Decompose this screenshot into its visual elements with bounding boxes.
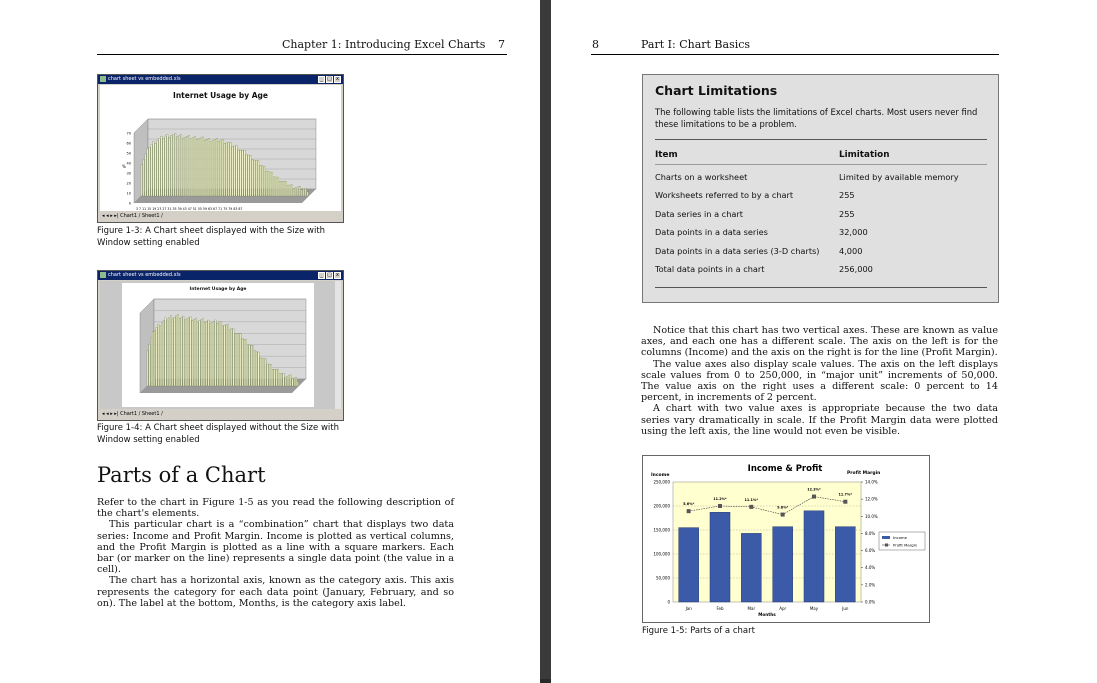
- usage-bar: [200, 138, 201, 196]
- internet-usage-chart: [100, 85, 341, 211]
- usage-bar: [248, 155, 249, 196]
- usage-bar: [301, 190, 302, 196]
- header-rule: [591, 54, 999, 55]
- usage-bar: [230, 142, 231, 196]
- minimize-icon[interactable]: _: [318, 76, 325, 83]
- plot-area: [122, 119, 316, 211]
- x-axis-label: Months: [758, 612, 776, 617]
- body-text: [97, 497, 454, 609]
- running-head: Chapter 1: Introducing Excel Charts: [282, 38, 486, 51]
- usage-bar: [228, 142, 229, 196]
- y-tick-label: 0: [128, 201, 131, 206]
- table-rule: [655, 287, 987, 288]
- table-cell-item: Total data points in a chart: [655, 264, 765, 274]
- usage-bar: [269, 172, 270, 196]
- usage-bar: [173, 134, 174, 196]
- paragraph: Notice that this chart has two vertical axes. These are known as value axes, and each one has a different scale. The axis on the left is for the columns (Income) and the axis on the right is for the line (Profit Margin).: [641, 325, 998, 359]
- usage-bar: [258, 161, 259, 196]
- legend-label: Income: [893, 535, 907, 540]
- usage-bar: [279, 181, 280, 196]
- usage-bar: [238, 334, 239, 386]
- y-tick-label: 20: [126, 181, 131, 186]
- usage-bar: [202, 319, 203, 386]
- usage-bar: [206, 139, 207, 196]
- paragraph: This particular chart is a “combination” chart that displays two data series: Income and Profit Margin. Income is plotted as vertical columns, and the Profit Margin is plotted as a line with a square markers. Each bar (or marker on the line) represents a single data point (the value in a cell).: [97, 519, 454, 576]
- usage-bar: [152, 332, 153, 386]
- usage-bar: [206, 321, 207, 386]
- usage-bar: [293, 188, 294, 196]
- usage-bar: [245, 339, 246, 386]
- usage-bar: [274, 369, 275, 386]
- usage-bar: [305, 188, 306, 196]
- usage-bar: [151, 145, 152, 197]
- usage-bar: [177, 315, 178, 386]
- usage-bar: [163, 320, 164, 386]
- table-rule: [655, 139, 987, 140]
- right-tick-label: 14.0%: [865, 479, 878, 485]
- usage-bar: [210, 142, 211, 196]
- usage-bar: [292, 379, 293, 386]
- usage-bar: [151, 338, 152, 386]
- usage-bar: [251, 345, 252, 386]
- usage-bar: [158, 324, 159, 386]
- table-cell-limitation: 255: [839, 190, 855, 201]
- right-axis-label: Profit Margin: [847, 471, 881, 476]
- chart-limitations-sidebar: [642, 74, 999, 303]
- usage-bar: [190, 317, 191, 386]
- usage-bar: [290, 375, 291, 386]
- usage-bar: [210, 324, 211, 386]
- usage-bar: [249, 345, 250, 386]
- usage-bar: [244, 150, 245, 196]
- usage-bar: [165, 136, 166, 196]
- usage-bar: [171, 136, 172, 196]
- usage-bar: [271, 172, 272, 196]
- usage-bar: [188, 318, 189, 386]
- figure-caption: Figure 1-4: A Chart sheet displayed without the Size with Window setting enabled: [97, 423, 339, 445]
- y-tick-label: 50: [126, 151, 131, 156]
- right-tick-label: 6.0%: [865, 548, 876, 554]
- sidebar-intro: The following table lists the limitations of Excel charts. Most users never find these limitations to be a problem.: [655, 107, 978, 129]
- profit-marker: [843, 500, 847, 504]
- usage-bar: [181, 135, 182, 196]
- usage-bar: [172, 319, 173, 386]
- left-tick-label: 100,000: [653, 551, 670, 557]
- y-tick-label: 30: [126, 171, 131, 176]
- usage-bar: [253, 346, 254, 386]
- usage-bar: [177, 137, 178, 196]
- left-tick-label: 0: [667, 599, 670, 605]
- usage-bar: [232, 146, 233, 196]
- usage-bar: [287, 185, 288, 196]
- column-header-item: Item: [655, 150, 678, 160]
- usage-bar: [208, 320, 209, 386]
- usage-bar: [272, 369, 273, 386]
- right-tick-label: 8.0%: [865, 530, 876, 536]
- usage-bar: [288, 376, 289, 386]
- left-axis-label: Income: [651, 473, 670, 478]
- y-tick-label: 70: [126, 131, 131, 136]
- close-icon[interactable]: x: [334, 76, 341, 83]
- usage-bar: [295, 188, 296, 196]
- figure-caption: Figure 1-3: A Chart sheet displayed with the Size with Window setting enabled: [97, 226, 326, 248]
- usage-bar: [159, 138, 160, 196]
- sidebar-title: Chart Limitations: [655, 83, 778, 98]
- table-cell-limitation: 4,000: [839, 245, 863, 256]
- usage-bar: [256, 160, 257, 196]
- usage-bar: [227, 325, 228, 386]
- profit-data-label: 9.8%*: [777, 505, 789, 510]
- usage-bar: [261, 358, 262, 386]
- right-tick-label: 12.0%: [865, 496, 878, 502]
- usage-bar: [216, 138, 217, 196]
- profit-marker: [812, 495, 816, 499]
- maximize-icon[interactable]: □: [327, 272, 332, 278]
- excel-icon: [100, 76, 106, 82]
- usage-bar: [291, 185, 292, 196]
- left-tick-label: 250,000: [653, 479, 670, 485]
- usage-bar: [303, 189, 304, 196]
- sheet-tabs[interactable]: ◂ ◂ ▸ ▸| Chart1 / Sheet1 /: [100, 212, 341, 220]
- usage-bar: [153, 142, 154, 196]
- profit-marker: [749, 505, 753, 509]
- usage-bar: [175, 133, 176, 196]
- usage-bar: [262, 166, 263, 196]
- usage-bar: [273, 177, 274, 196]
- usage-bar: [197, 322, 198, 386]
- table-cell-limitation: 256,000: [839, 264, 873, 274]
- usage-bar: [186, 136, 187, 196]
- income-bar: [741, 533, 761, 602]
- chart-sheet: [100, 85, 341, 211]
- usage-bar: [281, 181, 282, 196]
- usage-bar: [192, 138, 193, 197]
- usage-bar: [294, 378, 295, 386]
- legend-label: Profit Margin: [893, 542, 918, 548]
- figure-caption: Figure 1-5: Parts of a chart: [642, 626, 755, 636]
- usage-bar: [195, 318, 196, 386]
- usage-bar: [222, 326, 223, 386]
- table-cell-item: Charts on a worksheet: [655, 172, 748, 182]
- usage-bar: [163, 138, 164, 196]
- usage-bar: [194, 137, 195, 196]
- usage-bar: [181, 317, 182, 386]
- window-title-bar: chart sheet vs embedded.xls _ □ x: [98, 271, 343, 280]
- window-title-bar: chart sheet vs embedded.xls _ □ x: [98, 75, 343, 84]
- profit-marker: [781, 513, 785, 517]
- usage-bar: [266, 171, 267, 196]
- right-tick-label: 10.0%: [865, 513, 878, 519]
- usage-bar: [183, 138, 184, 196]
- category-label: Jun: [842, 606, 849, 611]
- usage-bar: [278, 369, 279, 386]
- excel-window-fig4: [97, 270, 344, 421]
- usage-bar: [220, 140, 221, 196]
- income-bar: [773, 527, 793, 602]
- usage-bar: [283, 373, 284, 386]
- usage-bar: [250, 155, 251, 196]
- usage-bar: [260, 357, 261, 386]
- usage-bar: [184, 137, 185, 196]
- usage-bar: [299, 186, 300, 196]
- usage-bar: [192, 320, 193, 386]
- close-icon[interactable]: x: [334, 272, 341, 279]
- income-bar: [835, 527, 855, 602]
- x-tick-labels: 3 7 11 15 19 23 27 31 35 39 43 47 51 55 59 63 67 71 75 79 83 87: [136, 207, 243, 211]
- table-cell-item: Data series in a chart: [655, 208, 743, 219]
- table-cell-item: Data points in a data series: [655, 227, 768, 238]
- usage-bar: [154, 330, 155, 386]
- usage-bar: [170, 316, 171, 386]
- usage-bar: [240, 334, 241, 386]
- usage-bar: [219, 322, 220, 386]
- usage-bar: [234, 146, 235, 196]
- chart-title: Income & Profit: [747, 464, 823, 474]
- chart-page: [122, 283, 314, 407]
- usage-bar: [214, 139, 215, 196]
- usage-bar: [285, 377, 286, 386]
- usage-bar: [167, 135, 168, 196]
- usage-bar: [217, 323, 218, 386]
- left-tick-label: 50,000: [656, 575, 670, 581]
- header-rule: [97, 54, 507, 55]
- left-tick-label: 200,000: [653, 503, 670, 509]
- page-number: 8: [592, 38, 599, 51]
- paragraph: The chart has a horizontal axis, known as the category axis. This axis represents the category for each data point (January, February, and so on). The label at the bottom, Months, is the category axis label.: [97, 575, 454, 609]
- excel-window-fig3: [97, 74, 344, 223]
- usage-bar: [155, 143, 156, 196]
- usage-bar: [283, 181, 284, 196]
- profit-data-label: 12.3%*: [807, 487, 821, 492]
- usage-bar: [198, 139, 199, 196]
- usage-bar: [236, 334, 237, 386]
- page-number: 7: [498, 38, 505, 51]
- usage-bar: [161, 136, 162, 196]
- usage-bar: [260, 165, 261, 196]
- plot-area: [140, 299, 306, 393]
- usage-bar: [267, 172, 268, 196]
- plot-area: [673, 482, 861, 602]
- profit-data-label: 11.7%*: [838, 492, 853, 497]
- legend-swatch-income: [882, 536, 890, 539]
- usage-bar: [244, 339, 245, 386]
- usage-bar: [269, 364, 270, 386]
- usage-bar: [196, 140, 197, 196]
- right-tick-label: 4.0%: [865, 565, 876, 571]
- usage-bar: [231, 329, 232, 386]
- table-cell-limitation: 32,000: [839, 227, 868, 238]
- usage-bar: [285, 181, 286, 196]
- profit-data-label: 11.2%*: [713, 497, 727, 501]
- usage-bar: [204, 322, 205, 386]
- usage-bar: [238, 150, 239, 196]
- usage-bar: [236, 146, 237, 196]
- profit-data-label: 11.1%*: [744, 497, 759, 502]
- usage-bar: [240, 150, 241, 196]
- usage-bar: [263, 358, 264, 386]
- maximize-icon[interactable]: □: [327, 76, 332, 82]
- y-tick-label: 60: [126, 141, 131, 146]
- usage-bar: [276, 369, 277, 386]
- usage-bar: [156, 327, 157, 386]
- income-profit-chart-figure: [642, 455, 930, 623]
- category-label: Feb: [716, 606, 724, 611]
- profit-marker: [718, 504, 722, 508]
- income-bar: [710, 512, 730, 602]
- usage-bar: [297, 187, 298, 196]
- y-tick-label: 10: [126, 191, 131, 196]
- usage-bar: [224, 143, 225, 196]
- chart-title: Internet Usage by Age: [173, 91, 268, 100]
- usage-bar: [295, 377, 296, 386]
- usage-bar: [201, 320, 202, 386]
- usage-bar: [254, 351, 255, 386]
- paragraph: A chart with two value axes is appropriate because the two data series vary dramatically in scale. If the Profit Margin data were plotted using the left axis, the line would not even be visible.: [641, 403, 998, 437]
- table-cell-item: Data points in a data series (3-D charts): [655, 245, 820, 256]
- running-head: Part I: Chart Basics: [641, 38, 751, 51]
- usage-bar: [165, 318, 166, 386]
- left-tick-label: 150,000: [653, 527, 670, 533]
- column-header-limitation: Limitation: [839, 150, 890, 160]
- usage-bar: [215, 320, 216, 386]
- usage-bar: [202, 137, 203, 196]
- usage-bar: [179, 136, 180, 196]
- usage-bar: [157, 141, 158, 196]
- usage-bar: [286, 376, 287, 386]
- usage-bar: [188, 135, 189, 196]
- usage-bar: [252, 160, 253, 196]
- table-cell-limitation: 255: [839, 208, 855, 219]
- usage-bar: [226, 325, 227, 386]
- usage-bar: [204, 140, 205, 196]
- book-gutter: [540, 0, 551, 683]
- usage-bar: [224, 325, 225, 386]
- usage-bar: [141, 165, 142, 196]
- body-text: [641, 325, 998, 437]
- usage-bar: [235, 333, 236, 386]
- usage-bar: [199, 321, 200, 386]
- usage-bar: [186, 319, 187, 386]
- usage-bar: [254, 160, 255, 196]
- usage-bar: [149, 344, 150, 386]
- usage-bar: [242, 339, 243, 386]
- usage-bar: [176, 316, 177, 386]
- y-tick-label: 40: [126, 161, 131, 166]
- usage-bar: [220, 321, 221, 386]
- usage-bar: [147, 148, 148, 196]
- usage-bar: [167, 320, 168, 386]
- legend: [879, 532, 925, 550]
- income-profit-chart: [643, 456, 929, 622]
- sheet-tabs[interactable]: ◂ ◂ ▸ ▸| Chart1 / Sheet1 /: [100, 410, 341, 418]
- usage-bar: [183, 316, 184, 386]
- usage-bar: [190, 138, 191, 196]
- usage-bar: [212, 141, 213, 196]
- section-heading: Parts of a Chart: [97, 463, 266, 487]
- usage-bar: [265, 359, 266, 386]
- income-bar: [679, 528, 699, 602]
- chart-sheet: [100, 281, 341, 409]
- usage-bar: [256, 351, 257, 386]
- vertical-scrollbar[interactable]: [335, 281, 341, 409]
- usage-bar: [307, 192, 308, 196]
- usage-bar: [277, 177, 278, 196]
- usage-bar: [179, 318, 180, 386]
- usage-bar: [193, 319, 194, 386]
- usage-bar: [264, 166, 265, 196]
- usage-bar: [185, 320, 186, 386]
- income-bar: [804, 511, 824, 602]
- table-rule: [655, 164, 987, 165]
- category-label: Mar: [747, 606, 756, 611]
- category-label: Apr: [779, 606, 787, 611]
- usage-bar: [143, 159, 144, 196]
- usage-bar: [149, 147, 150, 196]
- usage-bar: [147, 350, 148, 386]
- usage-bar: [267, 364, 268, 386]
- internet-usage-chart-small: [122, 283, 314, 407]
- usage-bar: [222, 140, 223, 196]
- usage-bar: [145, 154, 146, 196]
- usage-bar: [229, 329, 230, 386]
- usage-bar: [160, 326, 161, 386]
- profit-marker: [687, 509, 691, 513]
- excel-icon: [100, 272, 106, 278]
- usage-bar: [233, 329, 234, 386]
- minimize-icon[interactable]: _: [318, 272, 325, 279]
- usage-bar: [242, 150, 243, 196]
- usage-bar: [211, 323, 212, 386]
- paragraph: The value axes also display scale values. The axis on the left displays scale values from 0 to 250,000, in “major unit” increments of 50,000. The value axis on the right uses a different scale: 0 percent to 14 percent, in increments of 2 percent.: [641, 358, 998, 404]
- right-tick-label: 0.0%: [865, 599, 876, 605]
- usage-bar: [279, 374, 280, 386]
- legend-marker: [885, 544, 888, 547]
- usage-bar: [270, 364, 271, 386]
- category-label: Jan: [685, 606, 692, 611]
- table-cell-item: Worksheets referred to by a chart: [655, 190, 794, 201]
- usage-bar: [226, 143, 227, 196]
- usage-bar: [297, 381, 298, 386]
- usage-bar: [213, 321, 214, 386]
- usage-bar: [247, 345, 248, 386]
- y-axis-label: %: [122, 164, 126, 169]
- usage-bar: [275, 177, 276, 196]
- usage-bar: [218, 141, 219, 196]
- usage-bar: [258, 352, 259, 386]
- usage-bar: [174, 317, 175, 386]
- left-page: [0, 0, 540, 683]
- chart-title: Internet Usage by Age: [189, 287, 247, 292]
- usage-bar: [168, 317, 169, 386]
- usage-bar: [281, 373, 282, 386]
- paragraph: Refer to the chart in Figure 1-5 as you read the following description of the chart's elements.: [97, 497, 454, 520]
- usage-bar: [161, 323, 162, 386]
- usage-bar: [208, 138, 209, 196]
- right-tick-label: 2.0%: [865, 582, 876, 588]
- table-cell-limitation: Limited by available memory: [839, 172, 959, 182]
- usage-bar: [246, 155, 247, 196]
- usage-bar: [289, 185, 290, 196]
- profit-data-label: 5.6%*: [683, 502, 695, 507]
- usage-bar: [169, 137, 170, 196]
- category-label: May: [809, 606, 819, 611]
